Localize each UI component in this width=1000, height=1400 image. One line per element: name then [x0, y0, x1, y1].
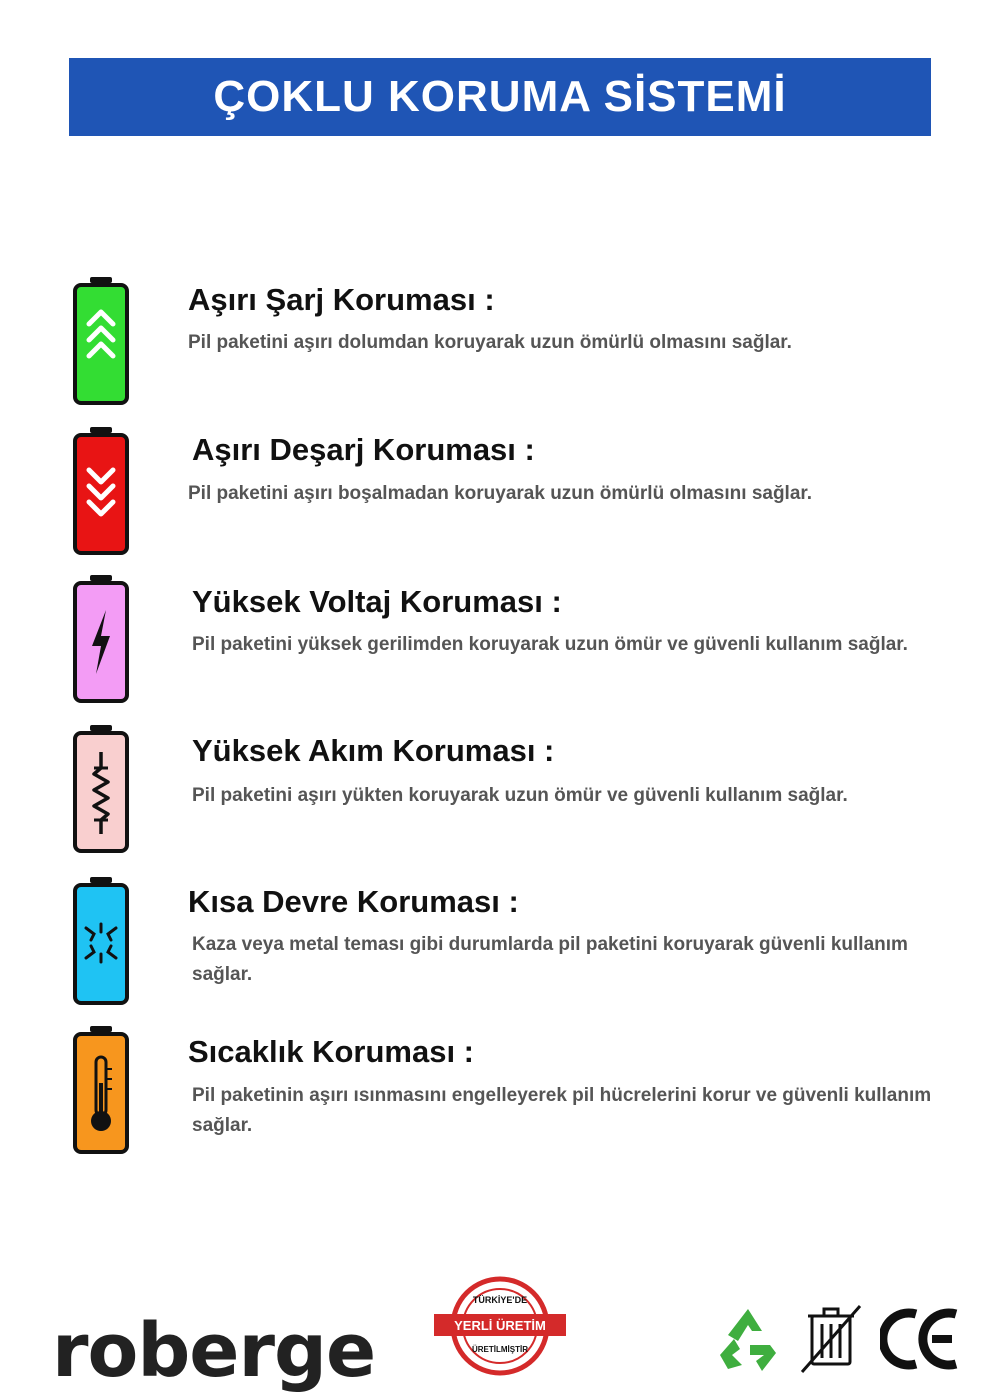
item-title: Sıcaklık Koruması : [188, 1034, 475, 1069]
short-circuit-battery-icon [72, 876, 130, 1006]
temperature-battery-icon [72, 1025, 130, 1155]
page-title: ÇOKLU KORUMA SİSTEMİ [213, 72, 787, 121]
item-description: Pil paketini aşırı yükten koruyarak uzun ömür ve güvenli kullanım sağlar. [192, 785, 848, 806]
item-title: Kısa Devre Koruması : [188, 884, 519, 919]
brand-logo: roberge [52, 1308, 376, 1394]
recycle-icon [712, 1305, 784, 1373]
item-description: Pil paketini aşırı boşalmadan koruyarak uzun ömürlü olmasını sağlar. [188, 483, 813, 504]
overcharge-battery-icon [72, 276, 130, 406]
overdischarge-battery-icon [72, 426, 130, 556]
item-description: Pil paketini yüksek gerilimden koruyarak uzun ömür ve güvenli kullanım sağlar. [192, 634, 908, 655]
yerli-uretim-stamp [432, 1276, 568, 1376]
ce-mark-icon [880, 1306, 960, 1372]
item-title: Yüksek Voltaj Koruması : [192, 584, 562, 619]
svg-text:TÜRKİYE'DE: TÜRKİYE'DE [472, 1295, 528, 1305]
item-title: Aşırı Deşarj Koruması : [192, 432, 535, 467]
item-description: Pil paketini aşırı dolumdan koruyarak uzun ömürlü olmasını sağlar. [188, 332, 792, 353]
item-title: Yüksek Akım Koruması : [192, 733, 555, 768]
high-current-battery-icon [72, 724, 130, 854]
weee-bin-icon [798, 1302, 864, 1374]
svg-text:YERLİ ÜRETİM: YERLİ ÜRETİM [454, 1318, 546, 1333]
item-description: Pil paketinin aşırı ısınmasını engelleyerek pil hücrelerini korur ve güvenli kullanım sağlar. [192, 1085, 932, 1136]
svg-text:ÜRETİLMİŞTİR: ÜRETİLMİŞTİR [472, 1345, 528, 1354]
item-title: Aşırı Şarj Koruması : [188, 282, 495, 317]
page-title-banner [69, 58, 931, 136]
high-voltage-battery-icon [72, 574, 130, 704]
item-description: Kaza veya metal teması gibi durumlarda pil paketini koruyarak güvenli kullanım sağlar. [192, 934, 908, 985]
